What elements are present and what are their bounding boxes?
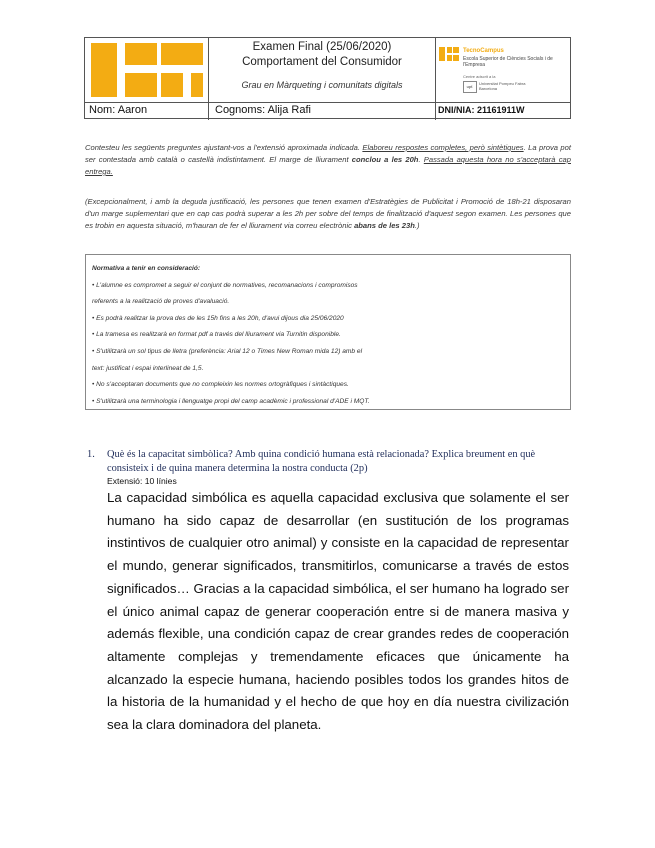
degree-name: Grau en Màrqueting i comunitats digitals — [241, 80, 403, 90]
question-number: 1. — [87, 449, 95, 460]
upf-logo: upf. — [463, 81, 477, 93]
rules-box — [85, 254, 571, 410]
exception-paragraph: (Excepcionalment, i amb la deguda justificació, les persones que tenen examen d'Estratègies de Publicitat i Promoció de 18h-21 disposaran d'un marge suplementari que en cap cas podrà superar a les 2h per sobre del temps de finalització d'aquest segon examen. Les persones que es trobin en aquesta situació, m'hauran de fer el lliurament via correu electrònic abans de les 23h.) — [85, 197, 571, 230]
affiliation-label: Centre adscrit a la — [463, 74, 496, 79]
rule-line: • S'utilitzarà un sol tipus de lletra (preferència: Arial 12 o Times New Roman mida 12) amb el — [92, 347, 363, 355]
exam-header-table — [84, 37, 571, 119]
answer-text: La capacidad simbólica es aquella capacidad exclusiva que solamente el ser humano ha sido capaz de desarrollar (en sustitución de los programas instintivos de cualquier otro animal) y consiste en la capacidad de representar el mundo, generar significados, transmitirlos, comunicarse a través de estos significados… Gracias a la capacidad simbólica, el ser humano ha logrado ser el único animal capaz de generar cooperación entre si de manera masiva y además flexible, una condición capaz de crear grandes redes de cooperación altamente complejas y tremendamente eficaces que únicamente ha alcanzado la especie humana, haciendo posibles todos los grandes hitos de la historia de la humanidad y el hecho de que hoy en día nuestra civilización sea la clara dominadora del planeta. — [107, 490, 569, 733]
institution-logo — [87, 41, 207, 99]
exam-title: Examen Final (25/06/2020) — [252, 41, 392, 53]
rules-heading: Normativa a tenir en consideració: — [92, 265, 201, 272]
instructions-paragraph: Contesteu les següents preguntes ajustant-vos a l'extensió aproximada indicada. Elaboreu respostes completes, però sintètiques. La prova pot ser contestada amb català o castellà indistintament. El marge de lliurament conclou a les 20h. Passada aquesta hora no s'acceptarà cap entrega. — [85, 143, 571, 176]
school-name: Escola Superior de Ciències Socials i de l'Empresa — [463, 56, 553, 68]
school-logo — [439, 44, 569, 100]
university-name: Universitat Pompeu Fabra Barcelona — [479, 81, 526, 91]
rule-line: • L'alumne es compromet a seguir el conjunt de normatives, recomanacions i compromisos — [92, 281, 358, 289]
rule-line: • La tramesa es realitzarà en format pdf a través del lliurament via Turnitin disponible. — [92, 331, 341, 339]
student-surname: Cognoms: Alija Rafi — [215, 104, 311, 116]
rule-line: text: justificat i espai interlineat de 1,5. — [92, 364, 204, 372]
question-text: Què és la capacitat simbòlica? Amb quina condició humana està relacionada? Explica breument en què consisteix i de quina manera determina la nostra conducta (2p) — [107, 449, 536, 474]
rule-line: • No s'acceptaran documents que no compleixin les normes ortogràfiques i sintàctiques. — [92, 381, 349, 389]
header-divider — [435, 38, 436, 120]
exam-title-block — [209, 38, 435, 102]
rule-line: • S'utilitzarà una terminologia i llenguatge propi del camp acadèmic i professional d'ADE i MQT. — [92, 397, 370, 405]
header-row-divider — [85, 102, 570, 103]
student-id: DNI/NIA: 21161911W — [438, 105, 525, 115]
rule-line: referents a la realització de proves d'avaluació. — [92, 298, 230, 306]
school-brand: TecnoCampus — [463, 48, 504, 54]
tecnocampus-icon — [439, 47, 459, 63]
question-extension: Extensió: 10 línies — [107, 476, 177, 486]
student-name: Nom: Aaron — [89, 104, 148, 116]
rule-line: • Es podrà realitzar la prova des de les 15h fins a les 20h, d'avui dijous dia 25/06/2020 — [92, 314, 344, 322]
subject-title: Comportament del Consumidor — [242, 56, 402, 68]
